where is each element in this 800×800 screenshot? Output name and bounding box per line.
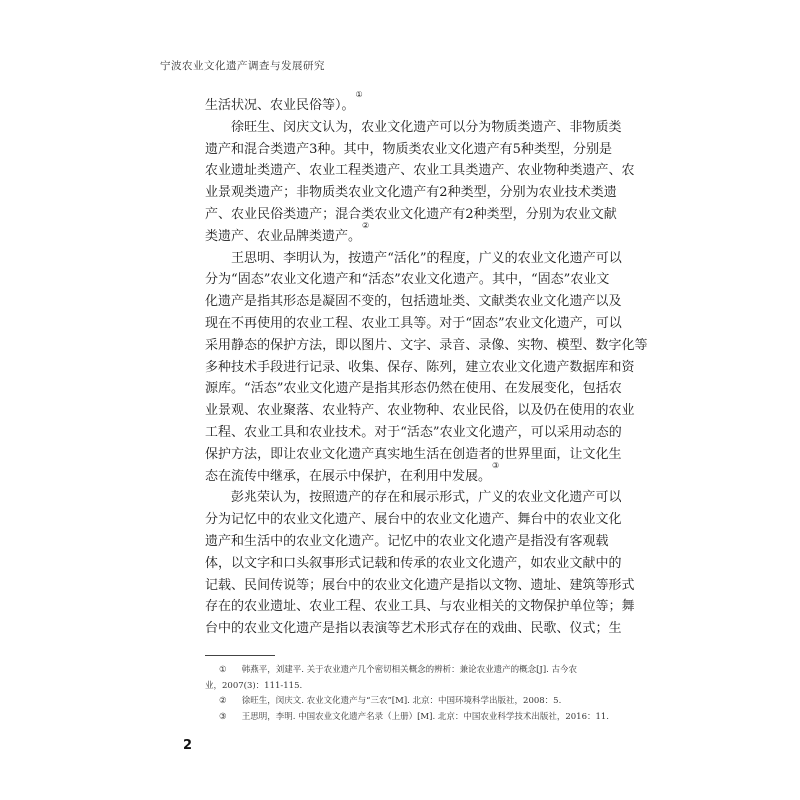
footnote-text: 徐旺生，闵庆文. 农业文化遗产与“三农”[M]. 北京：中国环境科学出版社，2008：5. bbox=[241, 696, 562, 706]
text-line: 工 程 、 农 业 工 具 和 农 业 技 术 。 对 于 “ 活 态 ” 农 业 文 化 遗 产 ， 可 以 采 用 动 态 的 bbox=[205, 424, 622, 440]
footnote-mark: ③ bbox=[219, 711, 227, 722]
page-number: 2 bbox=[183, 738, 193, 753]
footnote-item bbox=[205, 663, 595, 679]
text-line: 源 库 。 “ 活 态 ” 农 业 文 化 遗 产 是 指 其 形 态 仍 然 在 使 用 、 在 发 展 变 化 ， 包 括 农 bbox=[205, 381, 622, 397]
text-line: 台 中 的 农 业 文 化 遗 产 是 指 以 表 演 等 艺 术 形 式 存 在 的 戏 曲 、 民 歌 、 仪 式 ； 生 bbox=[205, 621, 622, 637]
footnote-continuation: 业，2007(3)：111-115. bbox=[205, 680, 303, 691]
text-line: 保 护 方 法 ， 即 让 农 业 文 化 遗 产 真 实 地 生 活 在 创 造 者 的 世 界 里 面 ， 让 文 化 生 bbox=[205, 446, 622, 462]
text-line: 采 用 静 态 的 保 护 方 法 ， 即 以 图 片 、 文 字 、 录 音 、 录 像 、 实 物 、 模 型 、 数 字 化 等 bbox=[205, 337, 648, 353]
footnote-item bbox=[205, 694, 595, 710]
footnote-reference[interactable]: ② bbox=[362, 220, 370, 230]
text-line-content: 类遗产、农业品牌类遗产。 bbox=[205, 228, 362, 244]
text-line: 分 为 记 忆 中 的 农 业 文 化 遗 产 、 展 台 中 的 农 业 文 化 遗 产 、 舞 台 中 的 农 业 文 化 bbox=[205, 512, 622, 528]
footnote-mark: ② bbox=[219, 696, 227, 706]
text-line: 存 在 的 农 业 遗 址 、 农 业 工 程 、 农 业 工 具 、 与 农 业 相 关 的 文 物 保 护 单 位 等 ； 舞 bbox=[205, 599, 635, 615]
text-line: 化 遗 产 是 指 其 形 态 是 凝 固 不 变 的 ， 包 括 遗 址 类 、 文 献 类 农 业 文 化 遗 产 以 及 bbox=[205, 294, 622, 310]
footnote-separator bbox=[205, 655, 275, 656]
text-line: 王 思 明 、 李 明 认 为 ， 按 遗 产 “ 活 化 ” 的 程 度 ， 广 义 的 农 业 文 化 遗 产 可 以 bbox=[231, 250, 622, 266]
text-line-content: 态在流传中继承，在展示中保护，在利用中发展。 bbox=[205, 468, 492, 484]
text-line: 多 种 技 术 手 段 进 行 记 录 、 收 集 、 保 存 、 陈 列 ， 建 立 农 业 文 化 遗 产 数 据 库 和 资 bbox=[205, 359, 635, 375]
text-line bbox=[205, 220, 595, 248]
footnote-mark: ① bbox=[219, 665, 227, 675]
text-line: 分 为 “ 固 态 ” 农 业 文 化 遗 产 和 “ 活 态 ” 农 业 文 化 遗 产 。 其 中 ， “ 固 态 ” 农 业 文 bbox=[205, 272, 610, 288]
text-line: 徐 旺 生 、 闵 庆 文 认 为 ， 农 业 文 化 遗 产 可 以 分 为 物 质 类 遗 产 、 非 物 质 类 bbox=[231, 119, 622, 135]
footnote-item bbox=[205, 710, 609, 726]
text-line bbox=[205, 460, 595, 488]
text-line: 现 在 不 再 使 用 的 农 业 工 程 、 农 业 工 具 等 。 对 于 “ 固 态 ” 农 业 文 化 遗 产 ， 可 以 bbox=[205, 315, 622, 331]
footnotes bbox=[205, 663, 609, 725]
footnote-reference[interactable]: ③ bbox=[492, 460, 500, 470]
text-line: 产 、 农 业 民 俗 类 遗 产 ； 混 合 类 农 业 文 化 遗 产 有 2 种 类 型 ， 分 别 为 农 业 文 献 bbox=[205, 206, 617, 222]
text-line bbox=[205, 90, 595, 117]
footnote-reference[interactable]: ① bbox=[355, 90, 363, 99]
text-line: 遗 产 和 混 合 类 遗 产 3 种 。 其 中 ， 物 质 类 农 业 文 化 遗 产 有 5 种 类 型 ， 分 别 是 bbox=[205, 141, 613, 157]
text-line: 记 载 、 民 间 传 说 等 ； 展 台 中 的 农 业 文 化 遗 产 是 指 以 文 物 、 遗 址 、 建 筑 等 形 式 bbox=[205, 577, 635, 593]
running-header: 宁波农业文化遗产调查与发展研究 bbox=[160, 60, 325, 72]
text-line-content: 生活状况、农业民俗等）。 bbox=[205, 98, 355, 113]
text-line: 彭 兆 荣 认 为 ， 按 照 遗 产 的 存 在 和 展 示 形 式 ， 广 义 的 农 业 文 化 遗 产 可 以 bbox=[231, 490, 622, 506]
text-line: 农 业 遗 址 类 遗 产 、 农 业 工 程 类 遗 产 、 农 业 工 具 类 遗 产 、 农 业 物 种 类 遗 产 、 农 bbox=[205, 163, 635, 179]
footnote-text: 韩燕平，刘建平. 关于农业遗产几个密切相关概念的辨析：兼论农业遗产的概念[J]. 古今农 bbox=[241, 665, 578, 675]
text-line: 业 景 观 、 农 业 聚 落 、 农 业 特 产 、 农 业 物 种 、 农 业 民 俗 ， 以 及 仍 在 使 用 的 农 业 bbox=[205, 403, 635, 419]
footnote-text: 王思明，李明. 中国农业文化遗产名录（上册）[M]. 北京：中国农业科学技术出版社，2016：11. bbox=[241, 711, 609, 722]
text-line: 体 ， 以 文 字 和 口 头 叙 事 形 式 记 载 和 传 承 的 农 业 文 化 遗 产 ， 如 农 业 文 献 中 的 bbox=[205, 555, 622, 571]
text-line: 业 景 观 类 遗 产 ； 非 物 质 类 农 业 文 化 遗 产 有 2 种 类 型 ， 分 别 为 农 业 技 术 类 遗 bbox=[205, 185, 617, 201]
text-line: 遗 产 和 生 活 中 的 农 业 文 化 遗 产 。 记 忆 中 的 农 业 文 化 遗 产 是 指 没 有 客 观 载 bbox=[205, 533, 609, 549]
body-text bbox=[205, 90, 648, 640]
